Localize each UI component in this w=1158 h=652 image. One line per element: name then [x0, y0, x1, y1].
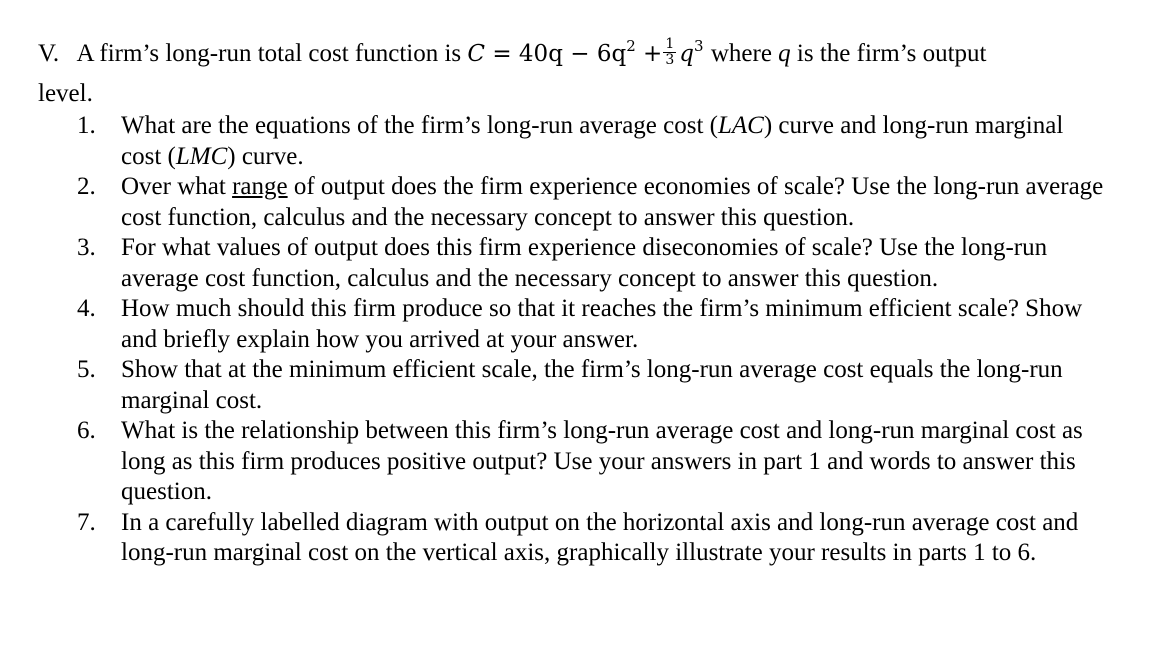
question-number: 7.	[77, 508, 96, 536]
question-item-2	[77, 172, 1107, 233]
question-item-1	[77, 111, 1107, 172]
question-text: ) curve and long-run marginal cost (	[121, 112, 1064, 170]
eq-equals: =	[492, 41, 512, 67]
eq-term3-exponent: 3	[693, 37, 704, 55]
question-text: What are the equations of the firm’s long-run average cost (	[121, 112, 718, 139]
question-list	[77, 111, 1107, 569]
eq-term2-exponent: 2	[626, 37, 636, 55]
eq-term2: 6q	[596, 41, 627, 67]
question-text: In a carefully labelled diagram with output on the horizontal axis and long-run average cost and long-run marginal cost on the vertical axis, graphically illustrate your results in parts 1 to 6.	[121, 508, 1079, 566]
question-text: What is the relationship between this firm’s long-run average cost and long-run marginal cost as long as this firm produces positive output? Use your answers in part 1 and words to answer this question.	[121, 417, 1083, 505]
question-item-5	[77, 355, 1107, 416]
eq-lhs: C	[467, 41, 486, 67]
question-item-3	[77, 233, 1107, 294]
eq-plus: +	[643, 41, 663, 67]
eq-fraction-numerator: 1	[665, 35, 675, 52]
intro-text-where: where	[710, 40, 772, 67]
eq-fraction	[663, 35, 676, 68]
eq-term3-var: q	[679, 41, 694, 67]
eq-fraction-denominator: 3	[665, 51, 675, 68]
intro-text-after: is the firm’s output	[796, 40, 987, 67]
question-text: ) curve.	[227, 142, 304, 170]
intro-text-before: A firm’s long-run total cost function is	[76, 40, 462, 67]
question-number: 1.	[77, 112, 96, 139]
question-number: 2.	[77, 173, 96, 200]
question-item-4	[77, 294, 1107, 355]
question-number: 6.	[77, 417, 96, 444]
intro-var-q: q	[778, 40, 791, 67]
eq-minus: −	[570, 41, 590, 67]
question-number: 3.	[77, 234, 96, 261]
question-text: Over what	[121, 173, 233, 200]
question-item-7	[77, 508, 1107, 569]
problem-intro-line2: level.	[38, 80, 93, 107]
question-text: How much should this firm produce so that it reaches the firm’s minimum efficient scale? Show and briefly explain how you arrived at your answer.	[121, 295, 1083, 353]
question-item-6	[77, 416, 1107, 508]
problem-label: V.	[38, 40, 60, 67]
question-text: of output does the firm experience economies of scale? Use the long-run average cost function, calculus and the necessary concept to answer this question.	[121, 173, 1104, 231]
question-number: 5.	[77, 356, 96, 383]
lac-abbrev: LAC	[718, 112, 764, 139]
underlined-range: range	[232, 173, 288, 200]
question-text: For what values of output does this firm experience diseconomies of scale? Use the long-run average cost function, calculus and the necessary concept to answer this question.	[121, 234, 1048, 292]
lmc-abbrev: LMC	[175, 142, 228, 170]
eq-term1: 40q	[518, 41, 563, 67]
question-text: Show that at the minimum efficient scale, the firm’s long-run average cost equals the long-run marginal cost.	[121, 356, 1063, 414]
problem-intro	[38, 35, 987, 72]
cost-equation	[467, 35, 710, 68]
question-number: 4.	[77, 295, 96, 322]
